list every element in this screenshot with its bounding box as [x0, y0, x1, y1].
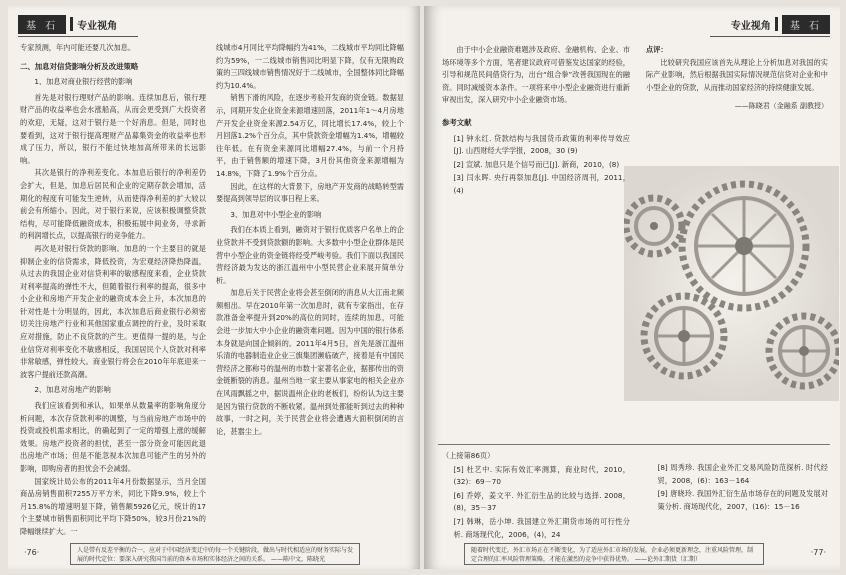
- references: [442, 117, 630, 198]
- paragraph: 因此，在这样的大背景下，房地产开发商的战略转型需要提高到领导层的议事日程上来。: [216, 181, 404, 204]
- gears-illustration-icon: [624, 166, 839, 401]
- reference-item: [3] 闫永晖. 央行再祭加息[J]. 中国经济周刊，2011，(4): [453, 173, 630, 195]
- header-divider: [775, 17, 778, 31]
- footer-quote: 人是带有反差平衡的合一，应对于中国经济变迁中的每一个关键阶段，做出与时代相适应的财务实际与发展的时代定位：要深入研究我国当前的资本市场和实体经济之间的关系。: [77, 547, 354, 563]
- continued-references-right: [646, 462, 828, 542]
- left-column-2: [216, 42, 404, 540]
- reference-item: [5] 杜艺中. 实际有效汇率测算，商业时代，2010，(32)：69－70: [453, 464, 630, 487]
- paragraph: 再次是对银行贷款的影响。加息的一个主要目的就是抑制企业的信贷需求，降低投资，为宏观经济降热降温，从过去的我国企业对信贷利率的敏感程度来看，企业贷款对利率提高的弹性不大，但随着银行利率的提高，很多中小企业和房地产开发企业的融资成本会上升，本次加息的针对性是十分明显的，因此，本次加息后商业银行必须密切关注房地产行业和其他国家重点调控的行业，及时采取应对措施，防止不良贷款的产生。更值得一提的是，与企业信贷对利率变化不敏感相反，我国居民个人贷款对利率非常敏感，弹性较大。商业银行将会在2010年年底迎来一波客户提前还款高潮。: [20, 243, 206, 379]
- left-header: [18, 14, 117, 34]
- header-tag: 基 石: [782, 15, 830, 34]
- header-section: 专业视角: [77, 20, 118, 32]
- reference-item: [1] 钟永红. 贷款结构与我国货币政策的利率传导效应[J]. 山西财经大学学报，2008，30 (9): [453, 133, 630, 156]
- header-section: 专业视角: [730, 20, 771, 32]
- subheading-2: 2、加息对房地产的影响: [34, 385, 111, 395]
- paragraph: 线城市4月同比平均降幅约为41%，二线城市平均同比降幅约为59%，一二线城市销售同比明显下降，仅有无限购政策的三四线城市销售情况好于二线城市，全国整体同比降幅约为10.4%。: [216, 43, 404, 90]
- right-header: [731, 14, 830, 34]
- header-rule: [710, 36, 830, 37]
- subheading-1: 1、加息对商业银行经营的影响: [34, 77, 133, 87]
- footer-attribution: ——陈中文，陈晓光: [270, 556, 325, 563]
- left-column-1: [20, 42, 206, 540]
- left-page: [8, 6, 420, 569]
- footer-quote: 随着时代变迁，外汇市场正在不断变化，为了适应外汇市场的发展，企业必须更新理念，注重风险管理，制定合理的汇率风险管理策略，才能在激烈的竞争中获得优势。: [471, 547, 754, 563]
- footer-attribution: ——论外汇期货（汇期）: [634, 556, 701, 563]
- paragraph: 我们应该看到和承认，如果单从数量率的影响角度分析问题，本次存贷款利率的调整，与当前房地产市场中的投资或投机需求相比，的确起到了一定的增强上涨的缓解效果。房地产投资者的担忧，甚至一部分资金可能因此退出房地产市场；但是不能忽视本次加息可能产生的另外的影响，即购房者的担忧会不会减弱。: [20, 401, 206, 473]
- paragraph: 销售下滑的风险，在逐步考验开发商的资金链。数据显示，同期开发企业资金来源增速回落，2011年1～4月房地产开发企业资金来源2.54万亿，同比增长17.4%，较上个月回落1.2%个百分点，其中贷款资金增幅为1.4%，增幅较往年低。在有资金来源同比增幅27.4%，与前一个月持平，由于销售额的增速下降，3月份其他资金来源增幅为14.8%，下降了1.9%个百分点。: [216, 93, 404, 178]
- header-tag: 基 石: [18, 15, 66, 34]
- right-footer-quote-box: [464, 543, 764, 565]
- reference-item: [2] 宣斌. 加息只是个信号而已[J]. 新商，2010，(8): [453, 159, 620, 169]
- continued-references-left: [442, 450, 630, 542]
- paragraph: 其次是银行的净利差变化。本加息后银行的净利差仍会扩大，但是，加息后居民和企业的定期存款会增加，活期化的程度有可能发生逆转，从而使得净利差的扩大较以前会有所缩小。因此，对于银行来说，应该积极调整贷款结构，尽可能降低融资成本，积极拓展中间业务，寻求新的利润增长点，以提高银行的竞争能力。: [20, 168, 206, 241]
- paragraph: 国家统计局公布的2011年4月份数据显示，当月全国商品房销售面积7255万平方米，同比下降9.9%，较上个月15.8%的增速明显下降，销售额5926亿元，统计的17个主要城市销售面积同比平均下降50%，较3月份21%的降幅继续扩大。一: [20, 476, 206, 536]
- editor-note-text: 比较研究我国应该首先从理论上分析加息对我国的实际产业影响，然后根据我国实际情况规范信贷对企业和中小型企业的贷款，从而推动国家经济的持续健康发展。: [646, 57, 828, 92]
- left-footer-quote-box: [70, 543, 360, 565]
- right-column-1: [442, 44, 630, 444]
- header-divider: [70, 17, 73, 31]
- reference-item: [6] 乔婷，姜文平. 外汇衍生品的比较与选择. 2008，(8)，35－37: [453, 490, 630, 513]
- paragraph: 首先是对银行理财产品的影响。连续加息后，银行理财产品的收益率也会水涨船高，从而会更受到广大投资者的欢迎，无疑，这对于银行是一个好消息。但是，同时也要看到，这对于银行提高理财产品募集资金的收益率也形成了压力，所以，银行不能过快地加高所带来的长远影响。: [20, 92, 206, 165]
- section-divider: [438, 444, 830, 445]
- header-rule: [18, 36, 138, 37]
- subheading-3: 3、加息对中小型企业的影响: [230, 209, 322, 219]
- continued-label: （上接第86页）: [442, 451, 495, 460]
- paragraph: 加息后关于民营企业将会甚至倒闭的消息从大江南北频频相出。早在2010年第一次加息时，就有专家指出，在存款准备金率提升到20%的高位的同时，连续的加息，可能会进一步加大中小企业的融资难问题。因为中国的银行体系本身就是向国企倾斜的。2011年4月5日，首先是浙江温州乐清的电器制造业企业三旗集团濒临破产，接着是有中国民营经济之都称号的温州的市数十家著名企业，据都传出的资金链断裂的消息。温州当地一家主要从事家电的相关企业亦在风雨飘摇之中，据说温州企业的老板们，纷纷认为这主要是因为银行贷款的不断收紧。温州到处都能听到过去的种种故事，一时之间，关于民营企业将会遭遇大面积倒闭的言论，甚嚣尘上。: [216, 288, 404, 436]
- section-title: 二、加息对信贷影响分析及改进策略: [20, 61, 139, 71]
- right-page: [424, 6, 840, 569]
- editor-note-title: 点评：: [646, 45, 668, 54]
- reference-item: [8] 周秀珍. 我国企业外汇交易风险防范探析. 时代经贸，2008，(6)：163－164: [657, 463, 828, 485]
- references-title: 参考文献: [442, 117, 472, 127]
- paragraph: 由于中小企业融资难题涉及政府、金融机构、企业、市场环境等多个方面，笔者建议政府可借鉴发达国家的经验，引导和规范民间借贷行为，出台“组合拳”改善我国现在的融资。同时减缓资本条件。一项将来中小型企业融资进行重新审视出发，深入研究中小企业融资市场。: [442, 45, 630, 105]
- paragraph: 我们在本质上看到，融资对于银行优质客户名单上的企业贷款并不受到贷款额的影响。大多数中小型企业群体是民营中小型企业的资金链将经受严峻考验。我们下面以我国民营经济最为发达的浙江温州中小型民营企业来展开简单分析。: [216, 225, 404, 285]
- author-line: ——陈晓君（金融系 副教授）: [734, 102, 828, 111]
- reference-item: [9] 唐晓玲. 我国外汇衍生品市场存在的问题及发展对策分析. 商场现代化，2007，(16)：15－16: [657, 489, 828, 511]
- reference-item: [7] 韩琳，岳小坤. 我国建立外汇期货市场的可行性分析. 商场现代化，2006，(4)，24: [453, 516, 630, 539]
- page-number-left: ·76·: [24, 548, 40, 557]
- editor-note: [646, 44, 828, 154]
- page-number-right: ·77·: [810, 548, 826, 557]
- lead-paragraph: 专家预测，年内可能还要几次加息。: [20, 43, 136, 52]
